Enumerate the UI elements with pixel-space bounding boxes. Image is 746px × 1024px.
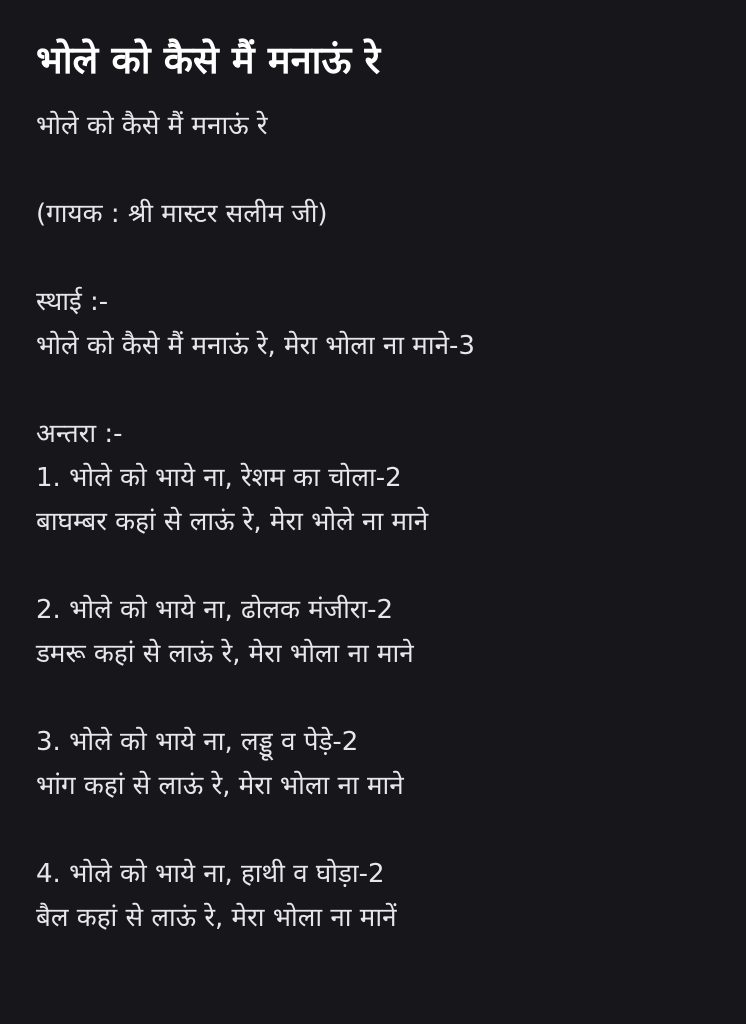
verse-2-line-2: डमरू कहां से लाऊं रे, मेरा भोला ना माने bbox=[36, 639, 414, 669]
spacer bbox=[36, 676, 726, 720]
verse-3-line-1: 3. भोले को भाये ना, लड्डू व पेड़े-2 bbox=[36, 727, 359, 757]
subtitle-line: भोले को कैसे मैं मनाऊं रे bbox=[36, 111, 268, 141]
singer-line: (गायक : श्री मास्टर सलीम जी) bbox=[36, 199, 328, 229]
lyrics-page bbox=[36, 30, 726, 940]
sthai-label: स्थाई :- bbox=[36, 287, 109, 317]
spacer bbox=[36, 368, 726, 412]
page-title: भोले को कैसे मैं मनाऊं रे bbox=[36, 38, 381, 82]
verse-1-line-2: बाघम्बर कहां से लाऊं रे, मेरा भोले ना माने bbox=[36, 507, 429, 537]
verse-2-line-1: 2. भोले को भाये ना, ढोलक मंजीरा-2 bbox=[36, 595, 394, 625]
spacer bbox=[36, 236, 726, 280]
antara-label: अन्तरा :- bbox=[36, 419, 123, 449]
sthai-line: भोले को कैसे मैं मनाऊं रे, मेरा भोला ना माने-3 bbox=[36, 331, 475, 361]
spacer bbox=[36, 808, 726, 852]
spacer bbox=[36, 544, 726, 588]
verse-4-line-1: 4. भोले को भाये ना, हाथी व घोड़ा-2 bbox=[36, 859, 385, 889]
verse-3-line-2: भांग कहां से लाऊं रे, मेरा भोला ना माने bbox=[36, 771, 404, 801]
verse-4-line-2: बैल कहां से लाऊं रे, मेरा भोला ना मानें bbox=[36, 903, 397, 933]
spacer bbox=[36, 148, 726, 192]
verse-1-line-1: 1. भोले को भाये ना, रेशम का चोला-2 bbox=[36, 463, 402, 493]
